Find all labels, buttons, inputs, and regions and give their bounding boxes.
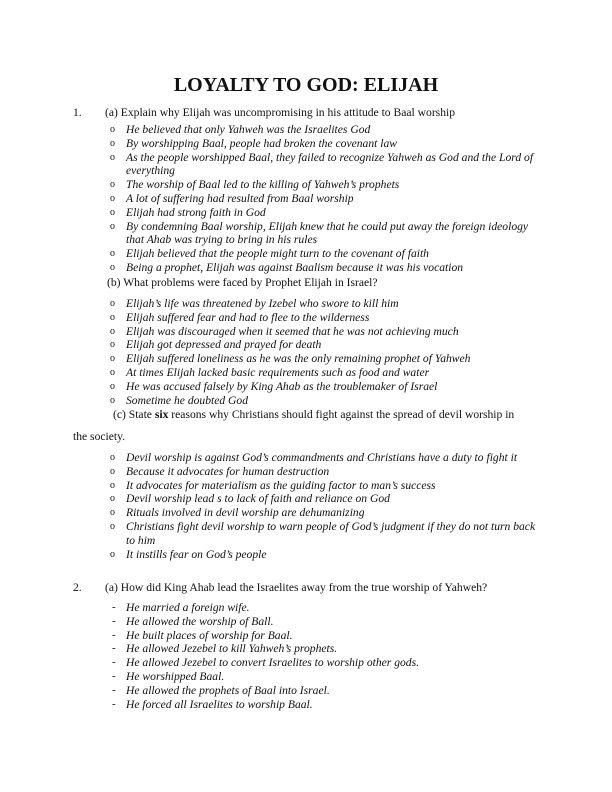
- answer-item: [0, 615, 612, 629]
- circle-bullet-icon: o: [110, 124, 115, 135]
- circle-bullet-icon: o: [110, 137, 115, 149]
- dash-bullet-icon: -: [112, 697, 116, 710]
- answer-item: [0, 492, 612, 506]
- answer-text: Elijah suffered loneliness as he was the only remaining prophet of Yahweh: [126, 352, 471, 366]
- answer-item: [0, 178, 612, 192]
- answer-item: [0, 394, 612, 408]
- circle-bullet-icon: o: [110, 151, 115, 163]
- answer-text: It instills fear on God’s people: [126, 547, 267, 561]
- circle-bullet-icon: o: [110, 465, 115, 477]
- answer-item: [0, 479, 612, 493]
- answer-text: At times Elijah lacked basic requirements such as food and water: [126, 365, 430, 379]
- answer-item: [0, 698, 612, 712]
- circle-bullet-icon: o: [110, 192, 115, 204]
- answer-text: Christians fight devil worship to warn people of God’s judgment if they do not turn back to him: [126, 519, 536, 547]
- circle-bullet-icon: o: [110, 325, 115, 337]
- circle-bullet-icon: o: [110, 493, 115, 505]
- answer-text: He forced all Israelites to worship Baal.: [126, 697, 313, 711]
- answer-item: [0, 465, 612, 479]
- dash-bullet-icon: -: [112, 642, 116, 655]
- answer-item: [0, 352, 612, 366]
- answer-item: [0, 338, 612, 352]
- answer-item: [0, 325, 612, 339]
- dash-bullet-icon: -: [112, 656, 116, 669]
- answer-text: By condemning Baal worship, Elijah knew that he could put away the foreign ideology that Ahab was trying to bring in his rules: [126, 219, 529, 247]
- circle-bullet-icon: o: [110, 298, 115, 309]
- circle-bullet-icon: o: [110, 366, 115, 378]
- circle-bullet-icon: o: [110, 548, 115, 560]
- answer-item: [0, 506, 612, 520]
- answer-text: Devil worship lead s to lack of faith and reliance on God: [126, 492, 390, 506]
- answer-text: He worshipped Baal.: [126, 669, 225, 683]
- answer-text: Elijah had strong faith in God: [126, 205, 266, 219]
- question-number: 1.: [73, 106, 82, 119]
- answer-text: He allowed Jezebel to kill Yahweh’s prophets.: [126, 642, 338, 656]
- answer-text: Rituals involved in devil worship are dehumanizing: [126, 506, 365, 520]
- answers-1b: [0, 297, 612, 407]
- answer-text: He allowed the prophets of Baal into Israel.: [126, 683, 330, 697]
- circle-bullet-icon: o: [110, 311, 115, 323]
- answer-text: He allowed Jezebel to convert Israelites to worship other gods.: [126, 656, 420, 670]
- answer-text: Devil worship is against God’s commandments and Christians have a duty to fight it: [126, 451, 518, 464]
- answer-item: [0, 656, 612, 670]
- answer-item: [0, 520, 612, 548]
- dash-bullet-icon: -: [112, 628, 116, 641]
- answer-text: It advocates for materialism as the guiding factor to man’s success: [126, 478, 436, 492]
- question-emphasis: six: [154, 408, 169, 421]
- circle-bullet-icon: o: [110, 206, 115, 218]
- circle-bullet-icon: o: [110, 380, 115, 392]
- circle-bullet-icon: o: [110, 353, 115, 365]
- answer-text: By worshipping Baal, people had broken the covenant law: [126, 136, 398, 150]
- answer-item: [0, 601, 612, 615]
- answer-item: [0, 151, 612, 179]
- question-text: (b) What problems were faced by Prophet Elijah in Israel?: [107, 276, 378, 289]
- answer-item: [0, 261, 612, 275]
- question-text: (a) Explain why Elijah was uncompromising in his attitude to Baal worship: [105, 106, 456, 119]
- answer-item: [0, 380, 612, 394]
- question-1c-continuation: the society.: [73, 430, 126, 443]
- answer-text: The worship of Baal led to the killing of Yahweh’s prophets: [126, 178, 400, 192]
- dash-bullet-icon: -: [112, 601, 116, 613]
- circle-bullet-icon: o: [110, 520, 115, 532]
- answer-text: As the people worshipped Baal, they failed to recognize Yahweh as God and the Lord of everything: [126, 150, 534, 178]
- answer-text: Elijah’s life was threatened by Izebel who swore to kill him: [126, 297, 399, 310]
- answer-item: [0, 247, 612, 261]
- answer-text: He allowed the worship of Ball.: [126, 614, 274, 628]
- answer-text: He believed that only Yahweh was the Israelites God: [126, 123, 371, 136]
- answer-item: [0, 311, 612, 325]
- dash-bullet-icon: -: [112, 683, 116, 696]
- answer-item: [0, 684, 612, 698]
- answer-item: [0, 220, 612, 248]
- answer-text: Elijah believed that the people might turn to the covenant of faith: [126, 247, 429, 261]
- answer-item: [0, 548, 612, 562]
- answer-item: [0, 366, 612, 380]
- document-title: LOYALTY TO GOD: ELIJAH: [173, 74, 439, 96]
- question-text: (c) State: [113, 408, 155, 421]
- question-text: reasons why Christians should fight against the spread of devil worship in: [168, 408, 515, 421]
- answer-text: He married a foreign wife.: [126, 601, 250, 614]
- circle-bullet-icon: o: [110, 507, 115, 519]
- answers-2a: [0, 601, 612, 711]
- answer-item: [0, 629, 612, 643]
- circle-bullet-icon: o: [110, 452, 115, 463]
- circle-bullet-icon: o: [110, 179, 115, 191]
- answer-text: Elijah suffered fear and had to flee to the wilderness: [126, 310, 370, 324]
- answer-item: [0, 297, 612, 311]
- circle-bullet-icon: o: [110, 479, 115, 491]
- answer-item: [0, 642, 612, 656]
- circle-bullet-icon: o: [110, 248, 115, 260]
- circle-bullet-icon: o: [110, 339, 115, 351]
- answer-item: [0, 451, 612, 465]
- answer-text: Elijah got depressed and prayed for death: [126, 338, 322, 352]
- answer-text: He was accused falsely by King Ahab as the troublemaker of Israel: [126, 379, 438, 393]
- answer-text: A lot of suffering had resulted from Baal worship: [126, 191, 354, 205]
- answer-text: Elijah was discouraged when it seemed that he was not achieving much: [126, 324, 459, 338]
- answers-1a: [0, 123, 612, 275]
- circle-bullet-icon: o: [110, 394, 115, 406]
- answers-1c: [0, 451, 612, 561]
- circle-bullet-icon: o: [110, 220, 115, 232]
- answer-text: He built places of worship for Baal.: [126, 628, 293, 642]
- answer-item: [0, 137, 612, 151]
- dash-bullet-icon: -: [112, 669, 116, 682]
- answer-item: [0, 192, 612, 206]
- answer-text: Because it advocates for human destruction: [126, 464, 330, 478]
- answer-text: Sometime he doubted God: [126, 393, 249, 407]
- circle-bullet-icon: o: [110, 261, 115, 273]
- answer-item: [0, 123, 612, 137]
- answer-item: [0, 670, 612, 684]
- answer-text: Being a prophet, Elijah was against Baalism because it was his vocation: [126, 260, 464, 274]
- dash-bullet-icon: -: [112, 614, 116, 627]
- question-number: 2.: [73, 581, 82, 594]
- question-text: (a) How did King Ahab lead the Israelites away from the true worship of Yahweh?: [105, 581, 488, 594]
- answer-item: [0, 206, 612, 220]
